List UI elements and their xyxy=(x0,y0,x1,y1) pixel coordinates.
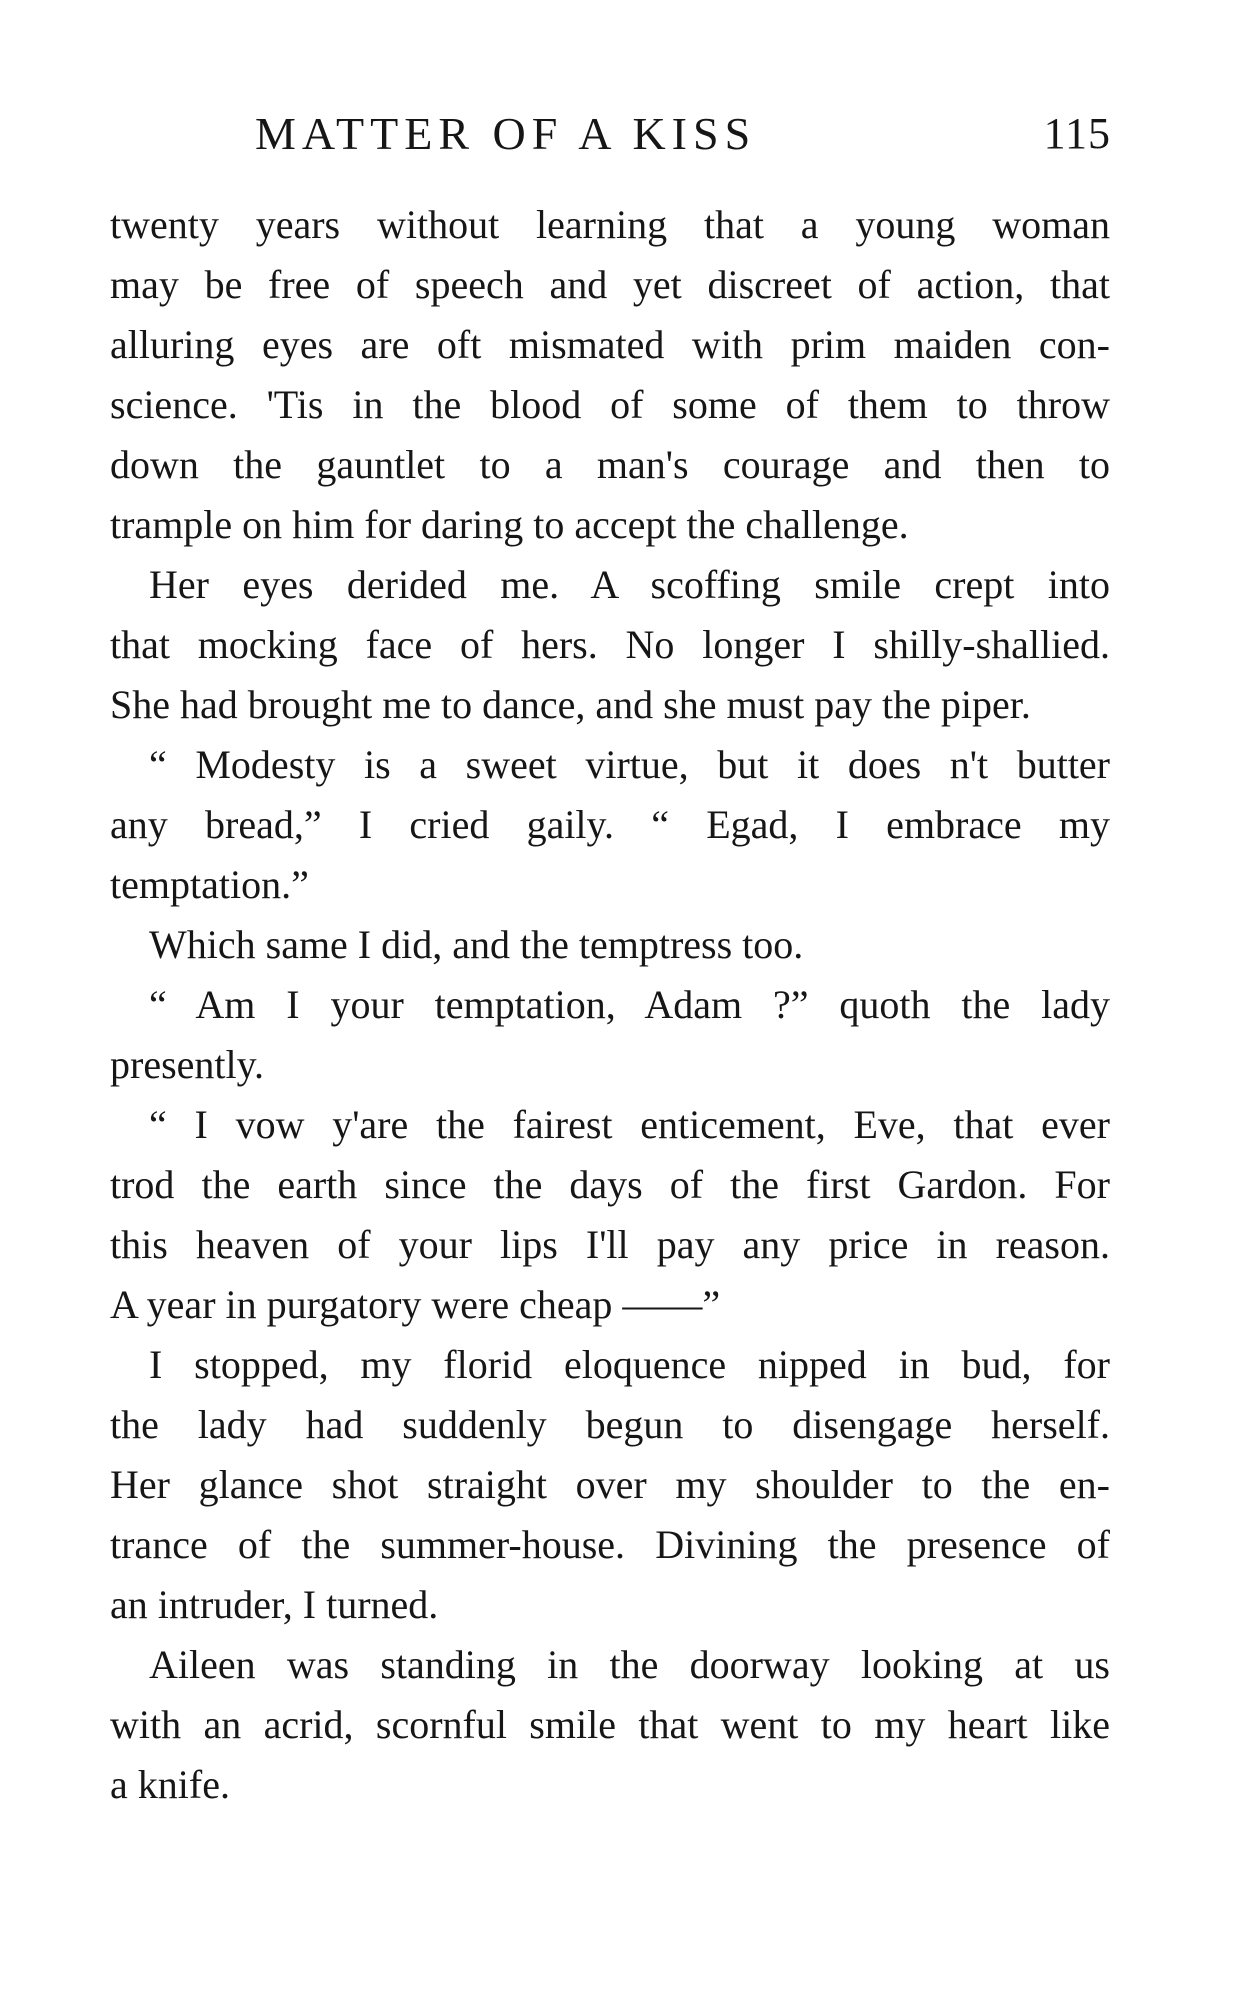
text-line: science. 'Tis in the blood of some of them to throw xyxy=(110,382,1110,427)
paragraph xyxy=(110,735,1110,915)
paragraph xyxy=(110,195,1110,555)
text-line: twenty years without learning that a young woman xyxy=(110,202,1110,247)
text-line: a knife. xyxy=(110,1762,230,1807)
text-line: I stopped, my florid eloquence nipped in bud, for xyxy=(149,1342,1110,1387)
text-line: Her glance shot straight over my shoulder to the en- xyxy=(110,1462,1110,1507)
text-line: down the gauntlet to a man's courage and then to xyxy=(110,442,1110,487)
text-line: may be free of speech and yet discreet of action, that xyxy=(110,262,1110,307)
paragraph xyxy=(110,1095,1110,1335)
paragraph xyxy=(110,555,1110,735)
text-line: trance of the summer-house. Divining the presence of xyxy=(110,1522,1110,1567)
page-number: 115 xyxy=(1043,109,1111,158)
text-line: trod the earth since the days of the first Gardon. For xyxy=(110,1162,1110,1207)
page-header xyxy=(255,104,1111,164)
paragraph xyxy=(110,1335,1110,1635)
text-line: “ I vow y'are the fairest enticement, Eve, that ever xyxy=(149,1102,1110,1147)
text-line: She had brought me to dance, and she must pay the piper. xyxy=(110,682,1031,727)
text-line: alluring eyes are oft mismated with prim maiden con- xyxy=(110,322,1110,367)
text-line: trample on him for daring to accept the challenge. xyxy=(110,502,909,547)
text-line: “ Am I your temptation, Adam ?” quoth the lady xyxy=(149,982,1110,1027)
text-line: an intruder, I turned. xyxy=(110,1582,439,1627)
paragraph xyxy=(110,1635,1110,1815)
paragraph xyxy=(110,915,1110,975)
running-title: MATTER OF A KISS xyxy=(255,108,757,159)
text-line: Aileen was standing in the doorway looking at us xyxy=(149,1642,1110,1687)
text-line: presently. xyxy=(110,1042,265,1087)
text-line: that mocking face of hers. No longer I shilly-shallied. xyxy=(110,622,1110,667)
text-line: with an acrid, scornful smile that went to my heart like xyxy=(110,1702,1110,1747)
text-line: Which same I did, and the temptress too. xyxy=(149,922,804,967)
text-line: “ Modesty is a sweet virtue, but it does n't butter xyxy=(149,742,1110,787)
text-line: temptation.” xyxy=(110,862,309,907)
text-line: any bread,” I cried gaily. “ Egad, I embrace my xyxy=(110,802,1110,847)
text-line: the lady had suddenly begun to disengage herself. xyxy=(110,1402,1110,1447)
text-line: Her eyes derided me. A scoffing smile crept into xyxy=(149,562,1110,607)
text-line: this heaven of your lips I'll pay any price in reason. xyxy=(110,1222,1110,1267)
body-text xyxy=(110,195,1110,1815)
paragraph xyxy=(110,975,1110,1095)
text-line: A year in purgatory were cheap ——” xyxy=(110,1282,721,1327)
